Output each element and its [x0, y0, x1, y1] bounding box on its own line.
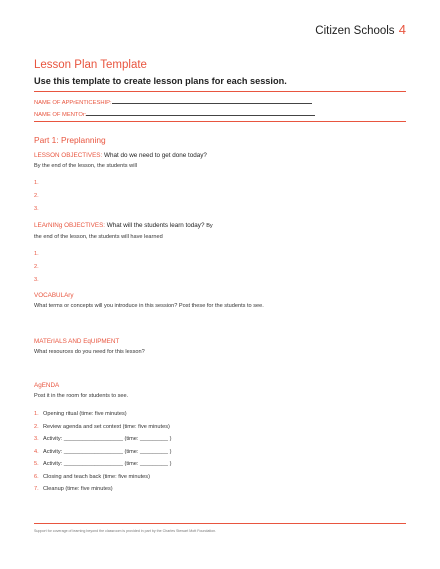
agenda-item-text: Closing and teach back (time: five minutes) — [43, 473, 150, 480]
learning-objectives-question-tail: By — [206, 223, 213, 229]
lesson-objectives-question: What do we need to get done today? — [104, 152, 207, 159]
vocabulary-heading: VOCABULAry — [34, 292, 74, 299]
agenda-item-number: 3. — [34, 436, 39, 442]
footer-note: Support for coverage of learning beyond the classroom is provided in part by the Charles Stewart Mott Foundation. — [34, 529, 217, 533]
agenda-item — [34, 424, 170, 430]
apprenticeship-line[interactable] — [112, 98, 312, 104]
agenda-heading: AgENDA — [34, 382, 60, 389]
brand-number: 4 — [398, 22, 406, 37]
materials-heading: MATErIALS AND EqUIPMENT — [34, 338, 120, 345]
lesson-objective-1: 1. — [34, 180, 39, 186]
footer-divider — [34, 523, 406, 524]
learning-objective-1: 1. — [34, 251, 39, 257]
agenda-item-number: 2. — [34, 423, 39, 430]
agenda-item — [34, 449, 171, 455]
agenda-item — [34, 411, 127, 417]
agenda-item — [34, 474, 150, 480]
lesson-objective-2: 2. — [34, 193, 39, 199]
agenda-item-number: 6. — [34, 473, 39, 480]
agenda-item-text: Activity: ___________________ (time: _________ ) — [43, 461, 172, 467]
learning-objectives-question: What will the students learn today? — [106, 222, 205, 229]
agenda-item — [34, 436, 171, 442]
agenda-item — [34, 461, 171, 467]
apprenticeship-field — [34, 98, 312, 106]
agenda-item-text: Review agenda and set context (time: five minutes) — [43, 423, 170, 430]
agenda-item-number: 5. — [34, 461, 39, 467]
agenda-item-text: Cleanup (time: five minutes) — [43, 486, 113, 492]
brand-name: Citizen Schools — [315, 25, 395, 37]
lesson-objectives-heading — [34, 152, 207, 159]
apprenticeship-label: NAME OF APPrENTICESHIP: — [34, 100, 112, 106]
agenda-item-text: Opening ritual (time: five minutes) — [43, 411, 127, 417]
learning-objectives-heading — [34, 222, 213, 229]
lesson-objectives-lead: By the end of the lesson, the students will — [34, 163, 137, 169]
vocabulary-text: What terms or concepts will you introduce in this session? Post these for the students to see. — [34, 303, 264, 309]
lesson-objectives-label: LESSON OBJECTIVES: — [34, 152, 103, 159]
agenda-item-number: 7. — [34, 486, 39, 492]
learning-objective-3: 3. — [34, 277, 39, 283]
brand-logo — [315, 22, 406, 37]
agenda-text: Post it in the room for students to see. — [34, 393, 129, 399]
learning-objectives-label: LEArNINg OBJECTIVES: — [34, 222, 106, 229]
page-subtitle: Use this template to create lesson plans for each session. — [34, 76, 287, 86]
agenda-item-number: 4. — [34, 448, 39, 455]
materials-text: What resources do you need for this lesson? — [34, 349, 145, 355]
learning-objectives-lead: the end of the lesson, the students will have learned — [34, 234, 163, 240]
mentor-line[interactable] — [86, 110, 315, 116]
fields-divider — [34, 121, 406, 122]
part1-heading: Part 1: Preplanning — [34, 135, 106, 145]
mentor-label: NAME OF MENTOr: — [34, 112, 87, 118]
page-title: Lesson Plan Template — [34, 59, 147, 71]
agenda-item-text: Activity: ___________________ (time: _________ ) — [43, 436, 172, 442]
agenda-item-text: Activity: ___________________ (time: _________ ) — [43, 448, 172, 455]
learning-objective-2: 2. — [34, 264, 39, 270]
lesson-objective-3: 3. — [34, 206, 39, 212]
mentor-field — [34, 110, 315, 118]
agenda-item — [34, 486, 113, 492]
agenda-item-number: 1. — [34, 411, 39, 417]
title-divider — [34, 91, 406, 92]
